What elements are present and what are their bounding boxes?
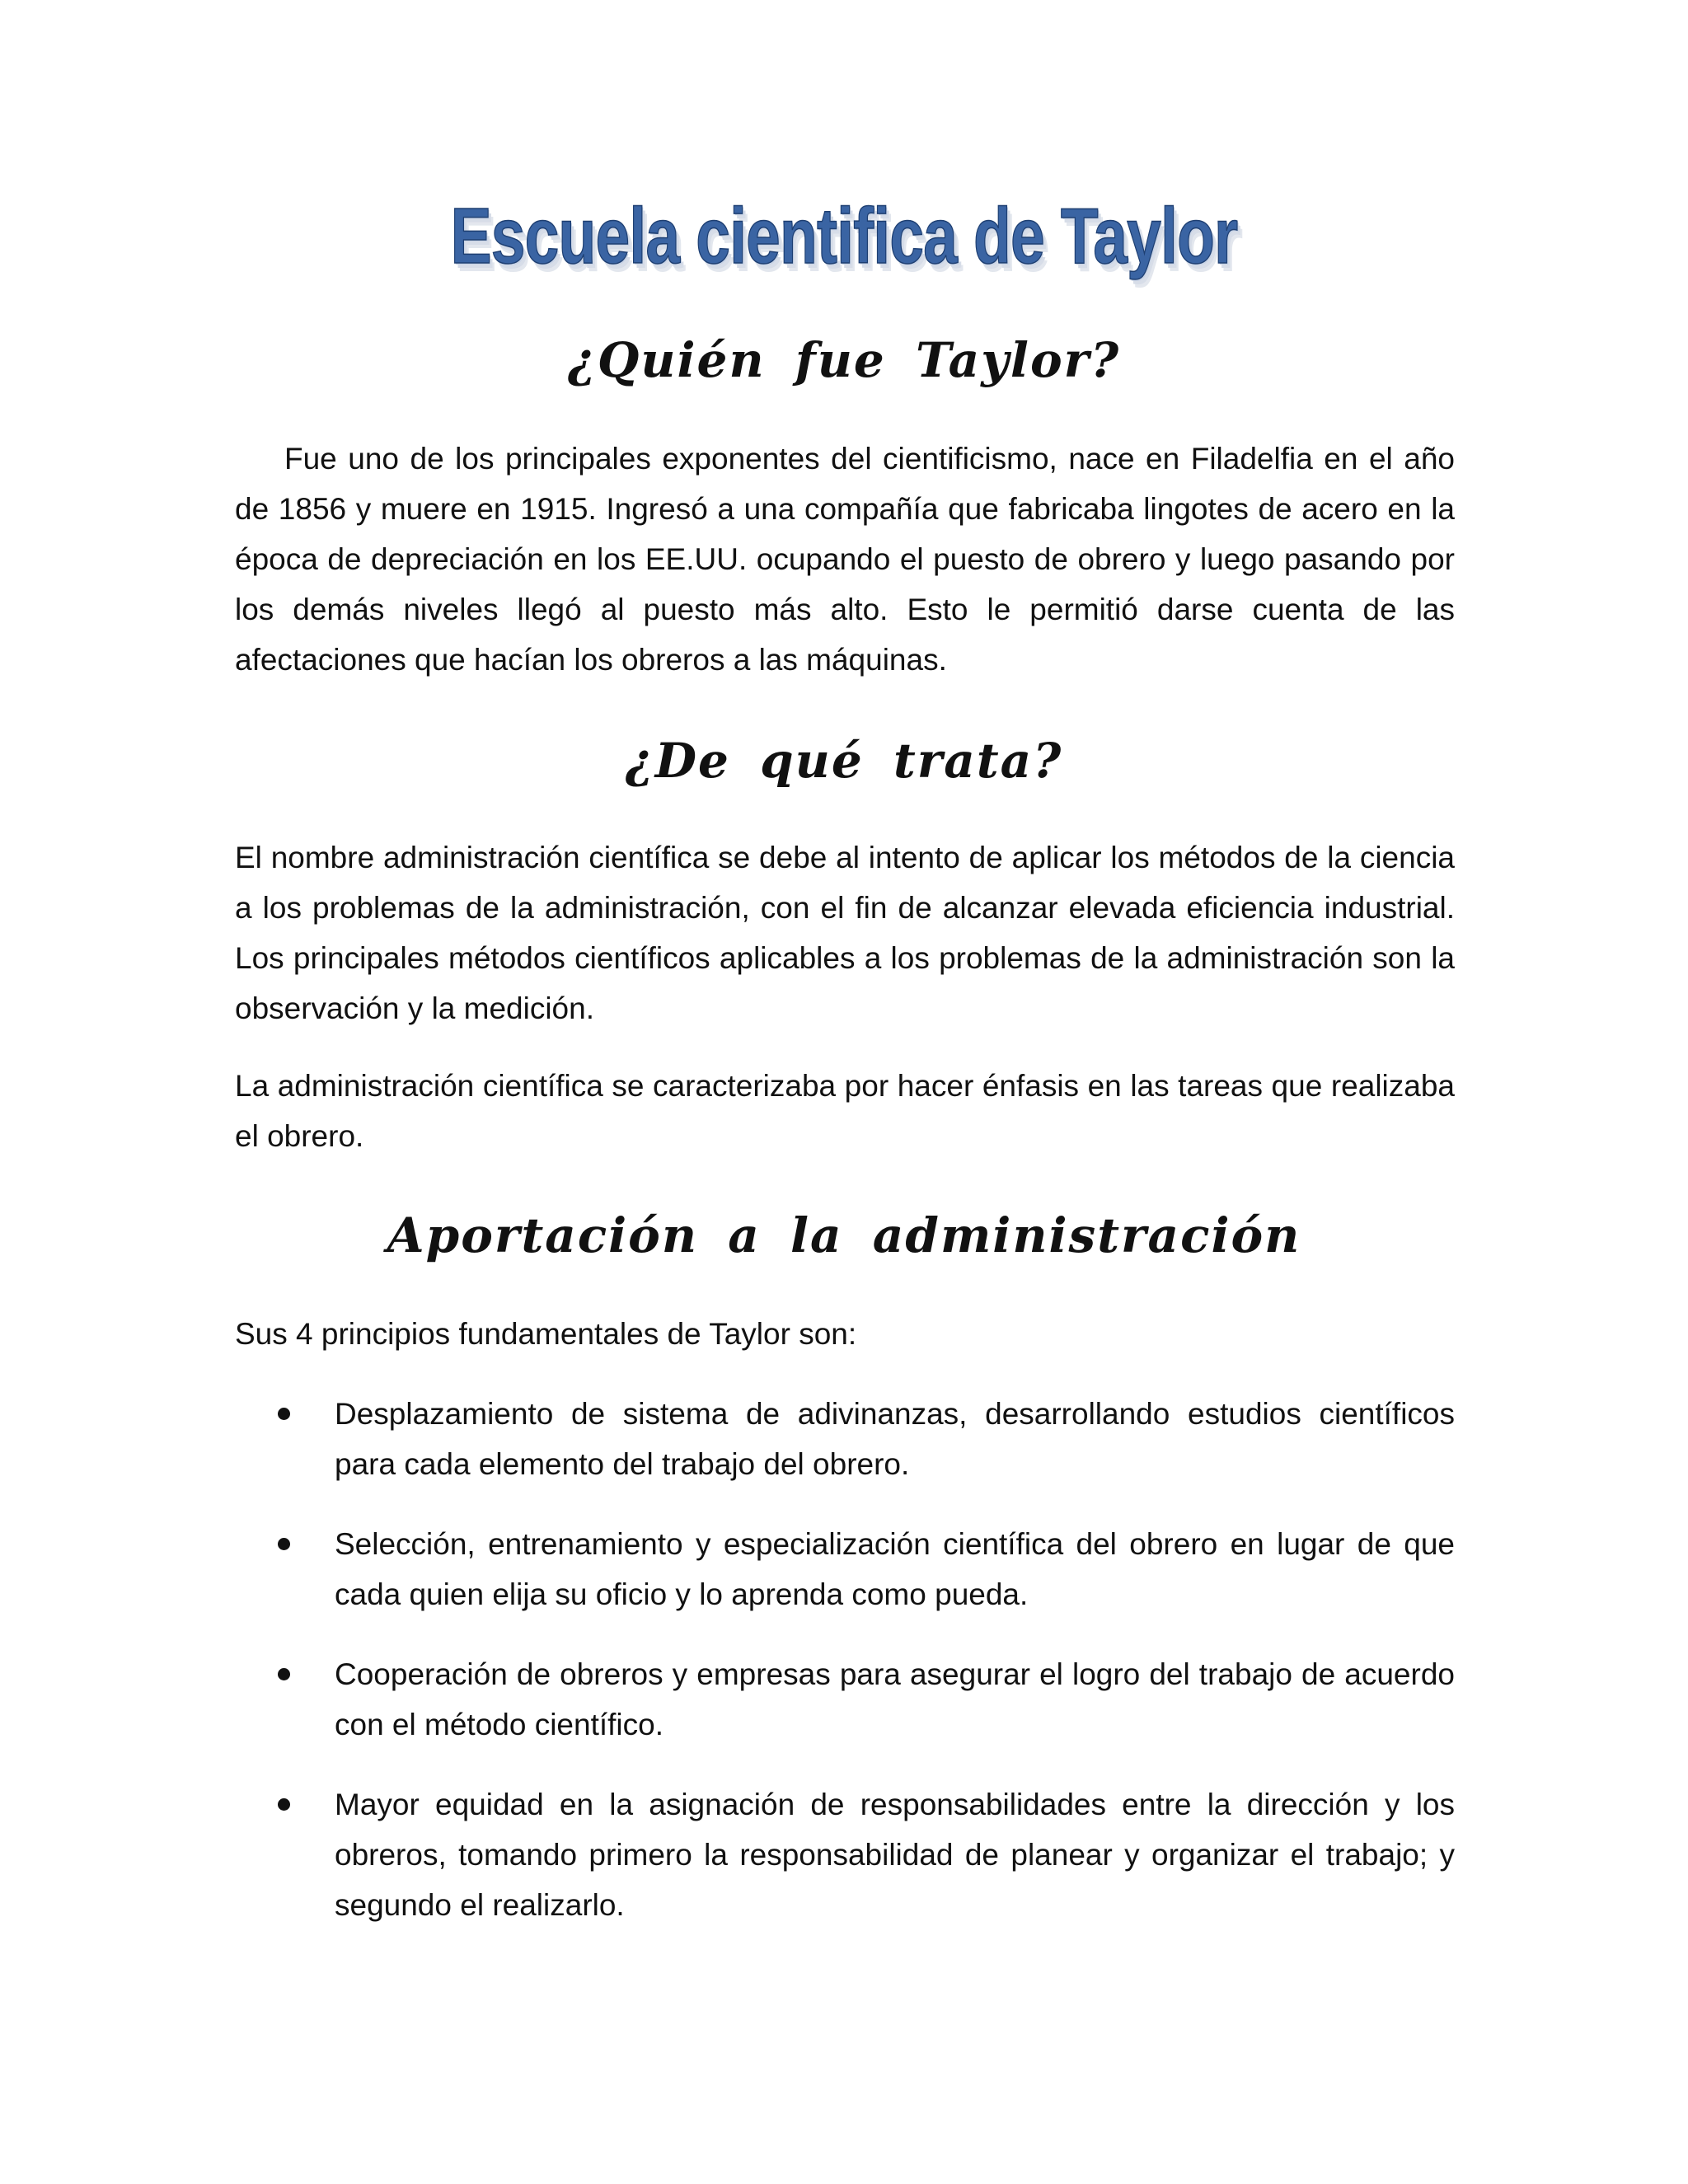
list-item-text: Cooperación de obreros y empresas para asegurar el logro del trabajo de acuerdo con el método científico. — [335, 1657, 1455, 1741]
list-item-text: Selección, entrenamiento y especialización científica del obrero en lugar de que cada quien elija su oficio y lo aprenda como pueda. — [335, 1527, 1455, 1611]
paragraph-principles-intro: Sus 4 principios fundamentales de Taylor son: — [235, 1317, 857, 1351]
bullet-icon — [278, 1538, 290, 1550]
list-item — [235, 1779, 1455, 1930]
paragraph-emphasis: La administración científica se caracterizaba por hacer énfasis en las tareas que realizaba el obrero. — [235, 1069, 1455, 1153]
section-heading-aportacion: Aportación a la administración — [387, 1207, 1301, 1263]
section-heading-quien-fue-taylor: ¿Quién fue Taylor? — [567, 332, 1121, 388]
paragraph-definition: El nombre administración científica se debe al intento de aplicar los métodos de la ciencia a los problemas de la administración, con el fin de alcanzar elevada eficiencia industrial. Los principales métodos científicos aplicables a los problemas de la administración son la observación y la medición. — [235, 841, 1455, 1025]
list-item — [235, 1389, 1455, 1489]
list-item — [235, 1519, 1455, 1619]
bullet-icon — [278, 1408, 290, 1420]
document-title: Escuela cientifica de Taylor — [450, 192, 1238, 280]
principles-list — [235, 1389, 1455, 1960]
bullet-icon — [278, 1798, 290, 1811]
section-heading-de-que-trata: ¿De qué trata? — [625, 733, 1063, 789]
list-item-text: Mayor equidad en la asignación de responsabilidades entre la dirección y los obreros, tomando primero la responsabilidad de planear y organizar el trabajo; y segundo el realizarlo. — [335, 1788, 1455, 1922]
list-item-text: Desplazamiento de sistema de adivinanzas, desarrollando estudios científicos para cada elemento del trabajo del obrero. — [335, 1397, 1455, 1481]
paragraph-biography: Fue uno de los principales exponentes del cientificismo, nace en Filadelfia en el año de 1856 y muere en 1915. Ingresó a una compañía que fabricaba lingotes de acero en la época de depreciación en los EE.UU. ocupando el puesto de obrero y luego pasando por los demás niveles llegó al puesto más alto. Esto le permitió darse cuenta de las afectaciones que hacían los obreros a las máquinas. — [235, 442, 1455, 677]
bullet-icon — [278, 1668, 290, 1680]
list-item — [235, 1649, 1455, 1750]
